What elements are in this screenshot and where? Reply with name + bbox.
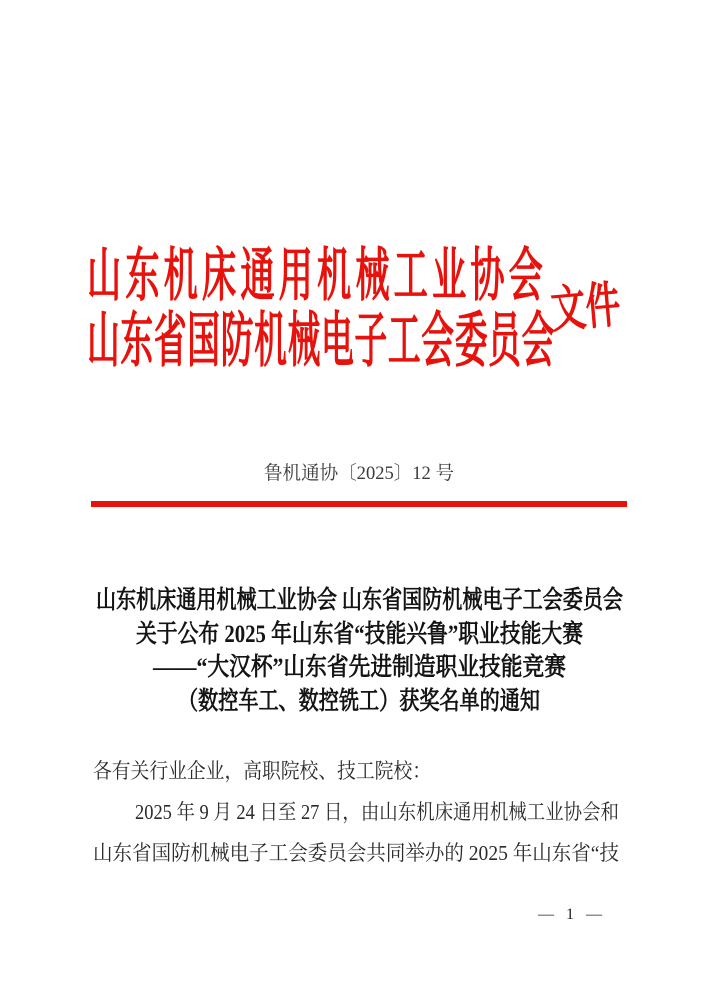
body-paragraph-line-2 (93, 833, 619, 874)
title-line-4 (178, 685, 540, 719)
doc-number-text: 鲁机通协〔2025〕12 号 (264, 463, 454, 484)
doc-number-row (91, 462, 627, 486)
body-paragraph-line-1 (93, 792, 619, 833)
letterhead-doc-label-text: 文件 (548, 276, 623, 339)
title-line-1-text: 山东机床通用机械工业协会 山东省国防机械电子工会委员会 (95, 587, 623, 614)
title-line-3 (153, 651, 566, 685)
letterhead-org-1-text: 山东机床通用机械工业协会 (87, 243, 547, 308)
doc-number-box (264, 462, 454, 486)
red-divider-rule (91, 501, 627, 507)
title-line-3-text: ——“大汉杯”山东省先进制造职业技能竞赛 (152, 654, 566, 681)
title-line-1 (96, 584, 623, 618)
body-salutation (93, 751, 619, 792)
body-salutation-text: 各有关行业企业，高职院校、技工院校： (93, 759, 431, 783)
title-line-4-text: （数控车工、数控铣工）获奖名单的通知 (178, 687, 540, 715)
body-paragraph-line-2-text: 山东省国防机械电子工会委员会共同举办的 2025 年山东省“技 (93, 841, 619, 865)
letterhead-doc-label (548, 276, 653, 339)
letterhead-org-2-text: 山东省国防机械电子工会委员会 (87, 308, 555, 374)
document-title (91, 584, 627, 718)
title-line-2 (136, 618, 583, 652)
body-paragraph-line-1-text: 2025 年 9 月 24 日至 27 日，由山东机床通用机械工业协会和 (135, 800, 619, 824)
title-line-2-text: 关于公布 2025 年山东省“技能兴鲁”职业技能大赛 (135, 620, 583, 648)
document-body (93, 751, 619, 874)
page-number: — 1 — (538, 906, 606, 923)
